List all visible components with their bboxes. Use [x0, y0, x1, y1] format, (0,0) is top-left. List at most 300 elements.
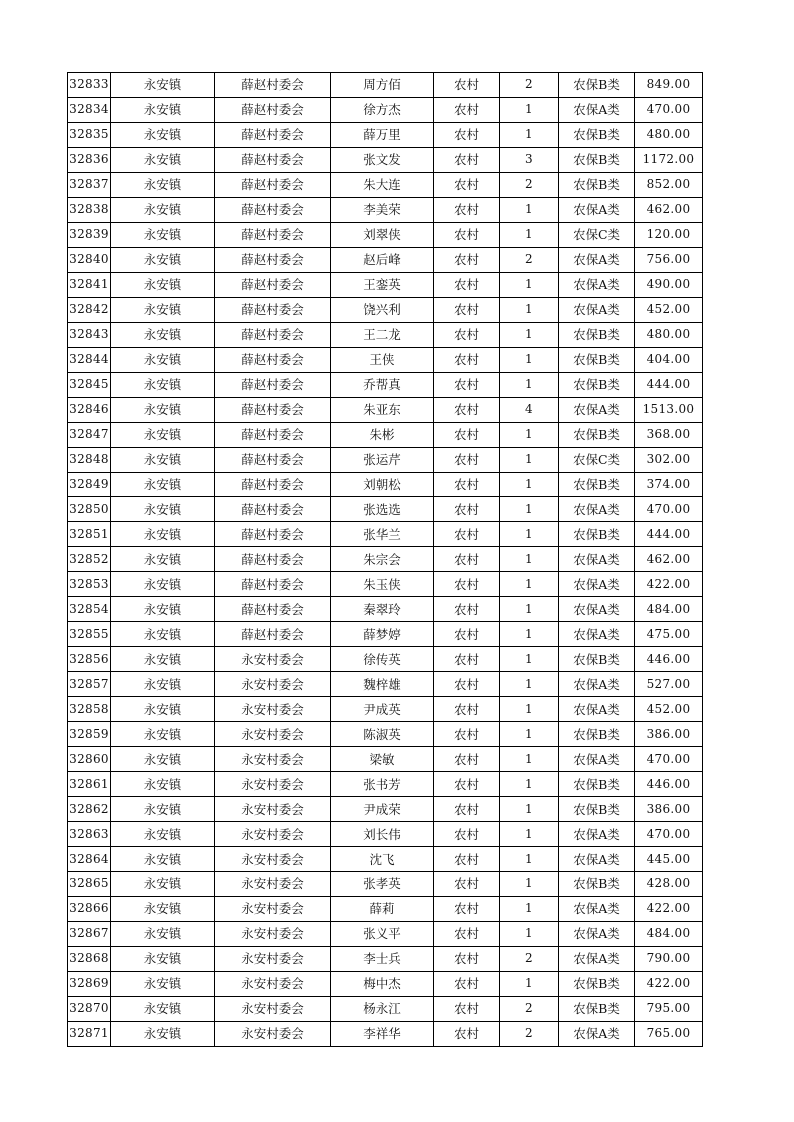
- person-name-cell: 李美荣: [331, 197, 434, 222]
- household-count-cell: 1: [500, 272, 559, 297]
- area-type-cell: 农村: [434, 73, 500, 98]
- amount-cell: 444.00: [635, 372, 703, 397]
- area-type-cell: 农村: [434, 372, 500, 397]
- amount-cell: 795.00: [635, 996, 703, 1021]
- person-name-cell: 薛万里: [331, 122, 434, 147]
- household-count-cell: 2: [500, 73, 559, 98]
- person-name-cell: 张义平: [331, 921, 434, 946]
- record-id-cell: 32848: [68, 447, 111, 472]
- table-row: [68, 122, 703, 147]
- record-id-cell: 32834: [68, 97, 111, 122]
- town-cell: 永安镇: [111, 971, 215, 996]
- town-cell: 永安镇: [111, 647, 215, 672]
- person-name-cell: 朱大连: [331, 172, 434, 197]
- village-committee-cell: 薛赵村委会: [215, 522, 331, 547]
- record-id-cell: 32858: [68, 697, 111, 722]
- household-count-cell: 1: [500, 797, 559, 822]
- insurance-category-cell: 农保B类: [559, 122, 635, 147]
- household-count-cell: 1: [500, 896, 559, 921]
- area-type-cell: 农村: [434, 222, 500, 247]
- table-row: [68, 622, 703, 647]
- town-cell: 永安镇: [111, 747, 215, 772]
- town-cell: 永安镇: [111, 772, 215, 797]
- town-cell: 永安镇: [111, 572, 215, 597]
- household-count-cell: 1: [500, 547, 559, 572]
- town-cell: 永安镇: [111, 1021, 215, 1046]
- insurance-category-cell: 农保B类: [559, 522, 635, 547]
- village-committee-cell: 永安村委会: [215, 647, 331, 672]
- record-id-cell: 32854: [68, 597, 111, 622]
- village-committee-cell: 薛赵村委会: [215, 447, 331, 472]
- insurance-category-cell: 农保B类: [559, 422, 635, 447]
- area-type-cell: 农村: [434, 597, 500, 622]
- household-count-cell: 2: [500, 946, 559, 971]
- household-count-cell: 1: [500, 772, 559, 797]
- amount-cell: 480.00: [635, 322, 703, 347]
- area-type-cell: 农村: [434, 347, 500, 372]
- town-cell: 永安镇: [111, 297, 215, 322]
- area-type-cell: 农村: [434, 322, 500, 347]
- amount-cell: 445.00: [635, 847, 703, 872]
- village-committee-cell: 永安村委会: [215, 921, 331, 946]
- table-row: [68, 222, 703, 247]
- person-name-cell: 薛梦婷: [331, 622, 434, 647]
- amount-cell: 452.00: [635, 697, 703, 722]
- amount-cell: 475.00: [635, 622, 703, 647]
- person-name-cell: 朱玉侠: [331, 572, 434, 597]
- amount-cell: 462.00: [635, 547, 703, 572]
- table-row: [68, 722, 703, 747]
- amount-cell: 484.00: [635, 921, 703, 946]
- household-count-cell: 1: [500, 197, 559, 222]
- record-id-cell: 32841: [68, 272, 111, 297]
- household-count-cell: 4: [500, 397, 559, 422]
- household-count-cell: 1: [500, 297, 559, 322]
- village-committee-cell: 永安村委会: [215, 896, 331, 921]
- household-count-cell: 1: [500, 971, 559, 996]
- amount-cell: 790.00: [635, 946, 703, 971]
- record-id-cell: 32855: [68, 622, 111, 647]
- table-row: [68, 847, 703, 872]
- household-count-cell: 1: [500, 722, 559, 747]
- village-committee-cell: 永安村委会: [215, 772, 331, 797]
- person-name-cell: 张文发: [331, 147, 434, 172]
- table-row: [68, 1021, 703, 1046]
- person-name-cell: 朱宗会: [331, 547, 434, 572]
- village-committee-cell: 永安村委会: [215, 822, 331, 847]
- insurance-category-cell: 农保B类: [559, 772, 635, 797]
- household-count-cell: 2: [500, 996, 559, 1021]
- village-committee-cell: 薛赵村委会: [215, 97, 331, 122]
- area-type-cell: 农村: [434, 971, 500, 996]
- record-id-cell: 32862: [68, 797, 111, 822]
- insurance-category-cell: 农保B类: [559, 347, 635, 372]
- record-id-cell: 32863: [68, 822, 111, 847]
- town-cell: 永安镇: [111, 147, 215, 172]
- household-count-cell: 1: [500, 447, 559, 472]
- table-row: [68, 247, 703, 272]
- town-cell: 永安镇: [111, 622, 215, 647]
- amount-cell: 422.00: [635, 572, 703, 597]
- insurance-category-cell: 农保A类: [559, 1021, 635, 1046]
- village-committee-cell: 薛赵村委会: [215, 397, 331, 422]
- town-cell: 永安镇: [111, 172, 215, 197]
- village-committee-cell: 薛赵村委会: [215, 472, 331, 497]
- insurance-category-cell: 农保A类: [559, 272, 635, 297]
- household-count-cell: 1: [500, 672, 559, 697]
- person-name-cell: 徐传英: [331, 647, 434, 672]
- amount-cell: 422.00: [635, 971, 703, 996]
- village-committee-cell: 薛赵村委会: [215, 73, 331, 98]
- record-id-cell: 32869: [68, 971, 111, 996]
- household-count-cell: 1: [500, 622, 559, 647]
- table-row: [68, 946, 703, 971]
- insurance-category-cell: 农保A类: [559, 622, 635, 647]
- person-name-cell: 秦翠玲: [331, 597, 434, 622]
- person-name-cell: 杨永江: [331, 996, 434, 1021]
- record-id-cell: 32846: [68, 397, 111, 422]
- village-committee-cell: 薛赵村委会: [215, 597, 331, 622]
- amount-cell: 480.00: [635, 122, 703, 147]
- record-id-cell: 32837: [68, 172, 111, 197]
- table-row: [68, 896, 703, 921]
- village-committee-cell: 薛赵村委会: [215, 622, 331, 647]
- village-committee-cell: 永安村委会: [215, 1021, 331, 1046]
- area-type-cell: 农村: [434, 747, 500, 772]
- person-name-cell: 梅中杰: [331, 971, 434, 996]
- town-cell: 永安镇: [111, 996, 215, 1021]
- person-name-cell: 刘朝松: [331, 472, 434, 497]
- insurance-category-cell: 农保C类: [559, 222, 635, 247]
- village-committee-cell: 薛赵村委会: [215, 247, 331, 272]
- amount-cell: 765.00: [635, 1021, 703, 1046]
- household-count-cell: 1: [500, 222, 559, 247]
- table-row: [68, 921, 703, 946]
- household-count-cell: 1: [500, 372, 559, 397]
- area-type-cell: 农村: [434, 672, 500, 697]
- record-id-cell: 32866: [68, 896, 111, 921]
- area-type-cell: 农村: [434, 272, 500, 297]
- record-id-cell: 32868: [68, 946, 111, 971]
- area-type-cell: 农村: [434, 647, 500, 672]
- insurance-category-cell: 农保C类: [559, 447, 635, 472]
- insurance-category-cell: 农保B类: [559, 172, 635, 197]
- household-count-cell: 3: [500, 147, 559, 172]
- record-id-cell: 32843: [68, 322, 111, 347]
- town-cell: 永安镇: [111, 397, 215, 422]
- insurance-category-cell: 农保A类: [559, 921, 635, 946]
- insurance-category-cell: 农保A类: [559, 497, 635, 522]
- table-row: [68, 297, 703, 322]
- amount-cell: 1513.00: [635, 397, 703, 422]
- table-row: [68, 772, 703, 797]
- record-id-cell: 32842: [68, 297, 111, 322]
- record-id-cell: 32850: [68, 497, 111, 522]
- table-row: [68, 172, 703, 197]
- town-cell: 永安镇: [111, 597, 215, 622]
- amount-cell: 527.00: [635, 672, 703, 697]
- village-committee-cell: 永安村委会: [215, 971, 331, 996]
- person-name-cell: 梁敏: [331, 747, 434, 772]
- village-committee-cell: 永安村委会: [215, 672, 331, 697]
- household-count-cell: 1: [500, 497, 559, 522]
- person-name-cell: 李祥华: [331, 1021, 434, 1046]
- area-type-cell: 农村: [434, 472, 500, 497]
- household-count-cell: 1: [500, 647, 559, 672]
- town-cell: 永安镇: [111, 672, 215, 697]
- insurance-category-cell: 农保A类: [559, 597, 635, 622]
- town-cell: 永安镇: [111, 921, 215, 946]
- household-count-cell: 1: [500, 472, 559, 497]
- amount-cell: 470.00: [635, 747, 703, 772]
- table-row: [68, 372, 703, 397]
- record-id-cell: 32852: [68, 547, 111, 572]
- town-cell: 永安镇: [111, 322, 215, 347]
- area-type-cell: 农村: [434, 921, 500, 946]
- table-row: [68, 197, 703, 222]
- town-cell: 永安镇: [111, 847, 215, 872]
- area-type-cell: 农村: [434, 996, 500, 1021]
- town-cell: 永安镇: [111, 497, 215, 522]
- village-committee-cell: 薛赵村委会: [215, 147, 331, 172]
- town-cell: 永安镇: [111, 122, 215, 147]
- insurance-category-cell: 农保B类: [559, 722, 635, 747]
- record-id-cell: 32865: [68, 872, 111, 897]
- table-row: [68, 747, 703, 772]
- town-cell: 永安镇: [111, 822, 215, 847]
- person-name-cell: 张运芹: [331, 447, 434, 472]
- table-row: [68, 822, 703, 847]
- insurance-category-cell: 农保A类: [559, 397, 635, 422]
- household-count-cell: 1: [500, 597, 559, 622]
- record-id-cell: 32847: [68, 422, 111, 447]
- area-type-cell: 农村: [434, 147, 500, 172]
- household-count-cell: 2: [500, 172, 559, 197]
- person-name-cell: 尹成英: [331, 697, 434, 722]
- table-row: [68, 73, 703, 98]
- table-row: [68, 97, 703, 122]
- record-id-cell: 32860: [68, 747, 111, 772]
- person-name-cell: 陈淑英: [331, 722, 434, 747]
- table-row: [68, 322, 703, 347]
- table-row: [68, 672, 703, 697]
- town-cell: 永安镇: [111, 722, 215, 747]
- person-name-cell: 王二龙: [331, 322, 434, 347]
- area-type-cell: 农村: [434, 397, 500, 422]
- insurance-category-cell: 农保B类: [559, 147, 635, 172]
- area-type-cell: 农村: [434, 772, 500, 797]
- record-id-cell: 32845: [68, 372, 111, 397]
- table-row: [68, 597, 703, 622]
- household-count-cell: 1: [500, 572, 559, 597]
- amount-cell: 462.00: [635, 197, 703, 222]
- household-count-cell: 1: [500, 872, 559, 897]
- insurance-category-cell: 农保A类: [559, 697, 635, 722]
- town-cell: 永安镇: [111, 197, 215, 222]
- town-cell: 永安镇: [111, 97, 215, 122]
- insurance-category-cell: 农保B类: [559, 472, 635, 497]
- table-row: [68, 447, 703, 472]
- record-id-cell: 32839: [68, 222, 111, 247]
- town-cell: 永安镇: [111, 697, 215, 722]
- amount-cell: 446.00: [635, 647, 703, 672]
- person-name-cell: 王銮英: [331, 272, 434, 297]
- insurance-category-cell: 农保B类: [559, 73, 635, 98]
- town-cell: 永安镇: [111, 422, 215, 447]
- household-count-cell: 1: [500, 747, 559, 772]
- town-cell: 永安镇: [111, 547, 215, 572]
- insurance-category-cell: 农保B类: [559, 996, 635, 1021]
- town-cell: 永安镇: [111, 222, 215, 247]
- person-name-cell: 尹成荣: [331, 797, 434, 822]
- record-id-cell: 32835: [68, 122, 111, 147]
- person-name-cell: 张选选: [331, 497, 434, 522]
- record-id-cell: 32861: [68, 772, 111, 797]
- village-committee-cell: 永安村委会: [215, 797, 331, 822]
- amount-cell: 368.00: [635, 422, 703, 447]
- area-type-cell: 农村: [434, 422, 500, 447]
- town-cell: 永安镇: [111, 522, 215, 547]
- area-type-cell: 农村: [434, 872, 500, 897]
- town-cell: 永安镇: [111, 797, 215, 822]
- village-committee-cell: 薛赵村委会: [215, 172, 331, 197]
- household-count-cell: 1: [500, 322, 559, 347]
- insurance-category-cell: 农保A类: [559, 197, 635, 222]
- amount-cell: 470.00: [635, 497, 703, 522]
- village-committee-cell: 薛赵村委会: [215, 422, 331, 447]
- area-type-cell: 农村: [434, 122, 500, 147]
- table-row: [68, 547, 703, 572]
- table-row: [68, 797, 703, 822]
- village-committee-cell: 永安村委会: [215, 872, 331, 897]
- insurance-category-cell: 农保A类: [559, 247, 635, 272]
- area-type-cell: 农村: [434, 197, 500, 222]
- record-id-cell: 32871: [68, 1021, 111, 1046]
- table-row: [68, 872, 703, 897]
- table-row: [68, 147, 703, 172]
- village-committee-cell: 薛赵村委会: [215, 197, 331, 222]
- amount-cell: 428.00: [635, 872, 703, 897]
- household-count-cell: 1: [500, 97, 559, 122]
- record-id-cell: 32836: [68, 147, 111, 172]
- village-committee-cell: 永安村委会: [215, 847, 331, 872]
- person-name-cell: 朱彬: [331, 422, 434, 447]
- person-name-cell: 张书芳: [331, 772, 434, 797]
- record-id-cell: 32851: [68, 522, 111, 547]
- person-name-cell: 乔帮真: [331, 372, 434, 397]
- village-committee-cell: 薛赵村委会: [215, 222, 331, 247]
- person-name-cell: 沈飞: [331, 847, 434, 872]
- area-type-cell: 农村: [434, 946, 500, 971]
- household-count-cell: 2: [500, 247, 559, 272]
- amount-cell: 490.00: [635, 272, 703, 297]
- table-row: [68, 572, 703, 597]
- town-cell: 永安镇: [111, 447, 215, 472]
- table-row: [68, 522, 703, 547]
- insurance-category-cell: 农保A类: [559, 547, 635, 572]
- record-id-cell: 32857: [68, 672, 111, 697]
- person-name-cell: 薛莉: [331, 896, 434, 921]
- amount-cell: 374.00: [635, 472, 703, 497]
- record-id-cell: 32859: [68, 722, 111, 747]
- amount-cell: 386.00: [635, 722, 703, 747]
- area-type-cell: 农村: [434, 297, 500, 322]
- person-name-cell: 赵后峰: [331, 247, 434, 272]
- table-row: [68, 497, 703, 522]
- record-id-cell: 32870: [68, 996, 111, 1021]
- person-name-cell: 徐方杰: [331, 97, 434, 122]
- area-type-cell: 农村: [434, 697, 500, 722]
- household-count-cell: 2: [500, 1021, 559, 1046]
- village-committee-cell: 永安村委会: [215, 697, 331, 722]
- insurance-category-cell: 农保A类: [559, 747, 635, 772]
- village-committee-cell: 永安村委会: [215, 946, 331, 971]
- household-count-cell: 1: [500, 847, 559, 872]
- area-type-cell: 农村: [434, 847, 500, 872]
- amount-cell: 120.00: [635, 222, 703, 247]
- person-name-cell: 王侠: [331, 347, 434, 372]
- town-cell: 永安镇: [111, 472, 215, 497]
- record-id-cell: 32838: [68, 197, 111, 222]
- record-id-cell: 32833: [68, 73, 111, 98]
- person-name-cell: 张孝英: [331, 872, 434, 897]
- insurance-category-cell: 农保A类: [559, 822, 635, 847]
- amount-cell: 470.00: [635, 97, 703, 122]
- household-count-cell: 1: [500, 422, 559, 447]
- record-id-cell: 32867: [68, 921, 111, 946]
- amount-cell: 404.00: [635, 347, 703, 372]
- village-committee-cell: 薛赵村委会: [215, 497, 331, 522]
- household-count-cell: 1: [500, 522, 559, 547]
- town-cell: 永安镇: [111, 73, 215, 98]
- village-committee-cell: 薛赵村委会: [215, 122, 331, 147]
- town-cell: 永安镇: [111, 372, 215, 397]
- table-row: [68, 971, 703, 996]
- household-count-cell: 1: [500, 122, 559, 147]
- person-name-cell: 魏梓雄: [331, 672, 434, 697]
- insurance-category-cell: 农保B类: [559, 322, 635, 347]
- insurance-category-cell: 农保A类: [559, 946, 635, 971]
- record-id-cell: 32853: [68, 572, 111, 597]
- person-name-cell: 李士兵: [331, 946, 434, 971]
- table-row: [68, 996, 703, 1021]
- household-count-cell: 1: [500, 347, 559, 372]
- amount-cell: 422.00: [635, 896, 703, 921]
- area-type-cell: 农村: [434, 522, 500, 547]
- area-type-cell: 农村: [434, 547, 500, 572]
- person-name-cell: 朱亚东: [331, 397, 434, 422]
- record-id-cell: 32840: [68, 247, 111, 272]
- amount-cell: 849.00: [635, 73, 703, 98]
- amount-cell: 444.00: [635, 522, 703, 547]
- household-count-cell: 1: [500, 921, 559, 946]
- area-type-cell: 农村: [434, 447, 500, 472]
- village-committee-cell: 薛赵村委会: [215, 372, 331, 397]
- insurance-category-cell: 农保B类: [559, 647, 635, 672]
- village-committee-cell: 永安村委会: [215, 747, 331, 772]
- village-committee-cell: 薛赵村委会: [215, 547, 331, 572]
- amount-cell: 452.00: [635, 297, 703, 322]
- amount-cell: 386.00: [635, 797, 703, 822]
- insurance-category-cell: 农保A类: [559, 896, 635, 921]
- insurance-category-cell: 农保B类: [559, 971, 635, 996]
- insurance-category-cell: 农保A类: [559, 672, 635, 697]
- village-committee-cell: 薛赵村委会: [215, 272, 331, 297]
- town-cell: 永安镇: [111, 247, 215, 272]
- table-row: [68, 347, 703, 372]
- record-id-cell: 32864: [68, 847, 111, 872]
- person-name-cell: 刘翠侠: [331, 222, 434, 247]
